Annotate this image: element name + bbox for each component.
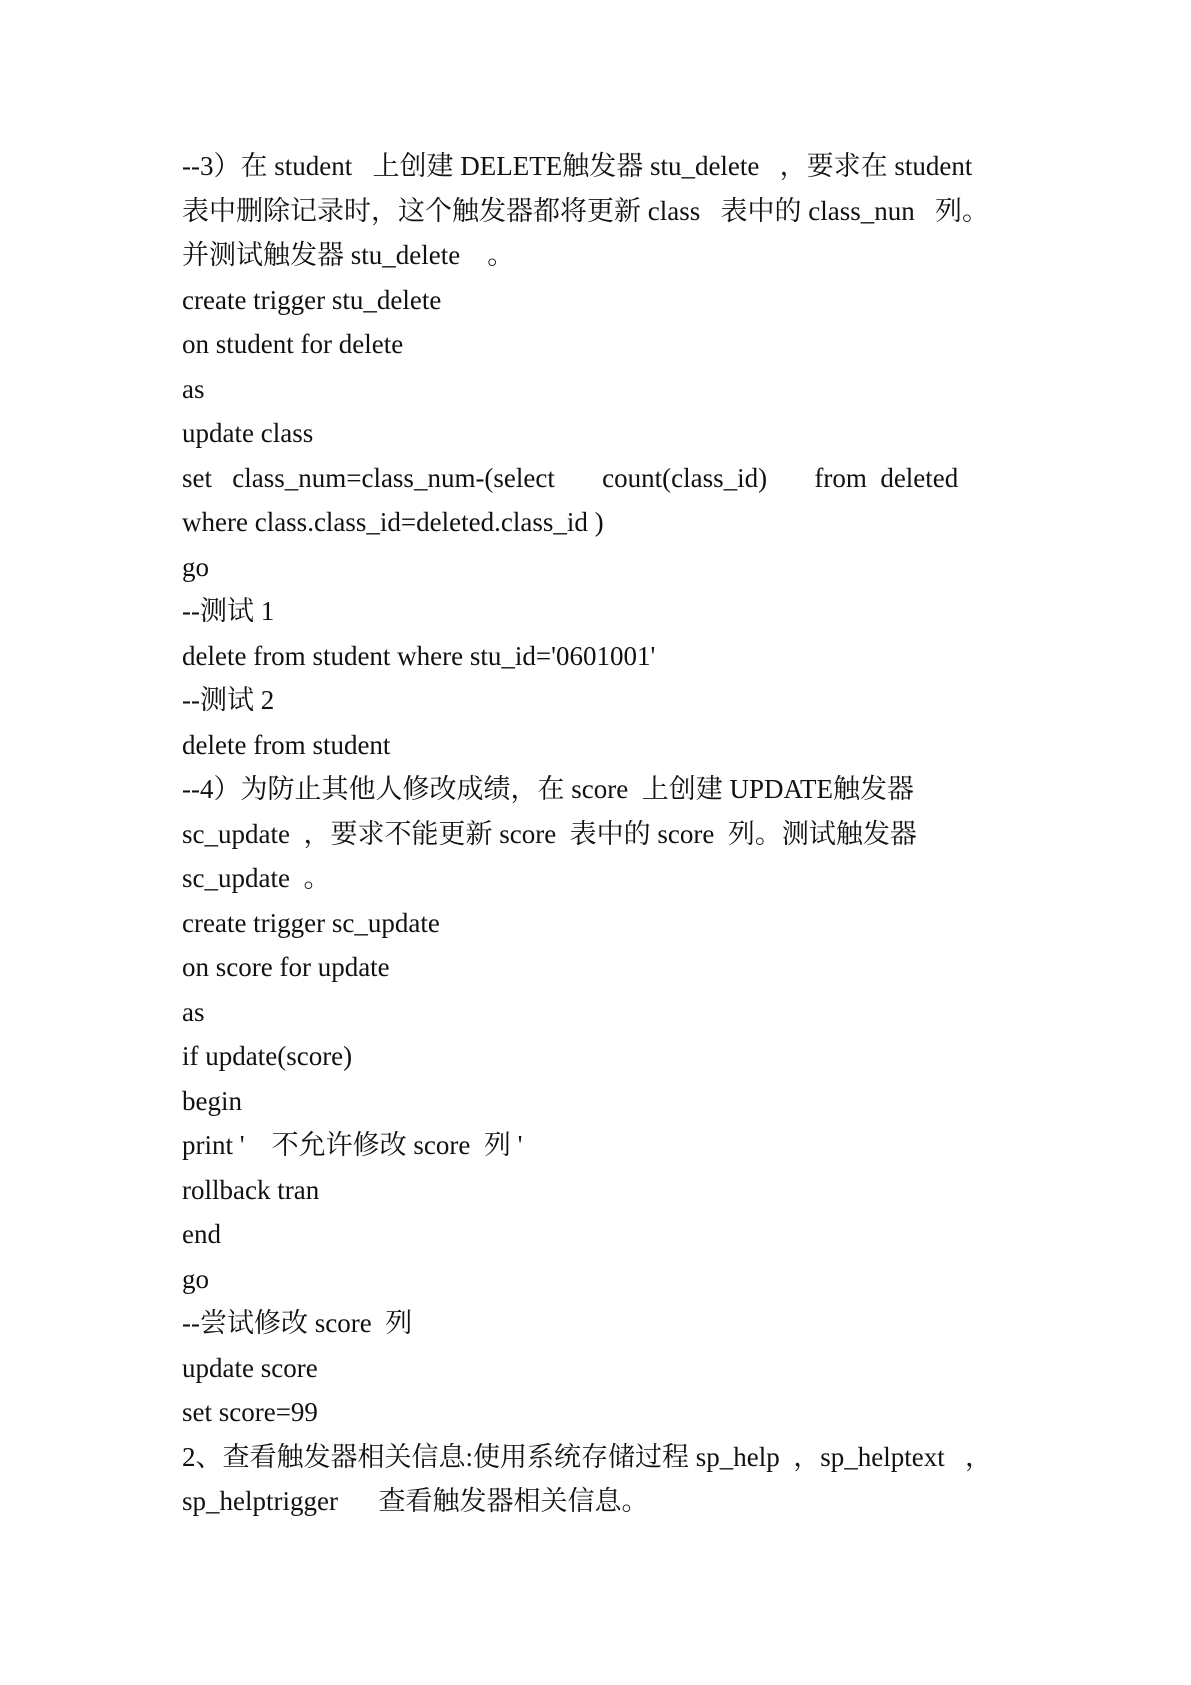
code-line: as bbox=[182, 996, 205, 1027]
comment-line: --尝试修改 score 列 bbox=[182, 1308, 413, 1338]
code-line: update class bbox=[182, 418, 314, 448]
comment-line: --测试 2 bbox=[182, 685, 275, 715]
code-line: where class.class_id=deleted.class_id ) bbox=[182, 507, 604, 537]
code-line: update score bbox=[182, 1352, 318, 1383]
text-line: --3）在 student 上创建 DELETE触发器 stu_delete ，要求在 student bbox=[182, 151, 973, 181]
text-line: sp_helptrigger 查看触发器相关信息。 bbox=[182, 1486, 649, 1516]
code-line: go bbox=[182, 1263, 209, 1294]
code-line: on score for update bbox=[182, 952, 390, 982]
text-line: 表中删除记录时，这个触发器都将更新 class 表中的 class_nun 列。 bbox=[182, 195, 989, 226]
code-line: print ' 不允许修改 score 列 ' bbox=[182, 1130, 523, 1160]
code-line: on student for delete bbox=[182, 329, 404, 359]
code-line: go bbox=[182, 551, 209, 582]
code-line: begin bbox=[182, 1085, 242, 1116]
code-line: end bbox=[182, 1219, 221, 1249]
comment-line: --测试 1 bbox=[182, 596, 275, 626]
code-line: create trigger stu_delete bbox=[182, 284, 442, 315]
text-line: sc_update 。 bbox=[182, 863, 331, 893]
document-body bbox=[182, 144, 1022, 1524]
text-line: 2、查看触发器相关信息:使用系统存储过程 sp_help ，sp_helptext ， bbox=[182, 1441, 992, 1472]
text-line: --4）为防止其他人修改成绩，在 score 上创建 UPDATE触发器 bbox=[182, 774, 914, 804]
text-line: 并测试触发器 stu_delete 。 bbox=[182, 240, 515, 270]
code-line: as bbox=[182, 373, 205, 404]
code-line: create trigger sc_update bbox=[182, 907, 440, 938]
code-line: if update(score) bbox=[182, 1041, 353, 1071]
text-line: sc_update ，要求不能更新 score 表中的 score 列。测试触发器 bbox=[182, 818, 917, 849]
code-line: delete from student bbox=[182, 729, 391, 760]
code-line: rollback tran bbox=[182, 1174, 320, 1205]
code-line: set class_num=class_num-(select count(class_id) from deleted bbox=[182, 462, 959, 493]
code-line: delete from student where stu_id='0601001' bbox=[182, 640, 656, 671]
code-line: set score=99 bbox=[182, 1397, 318, 1427]
